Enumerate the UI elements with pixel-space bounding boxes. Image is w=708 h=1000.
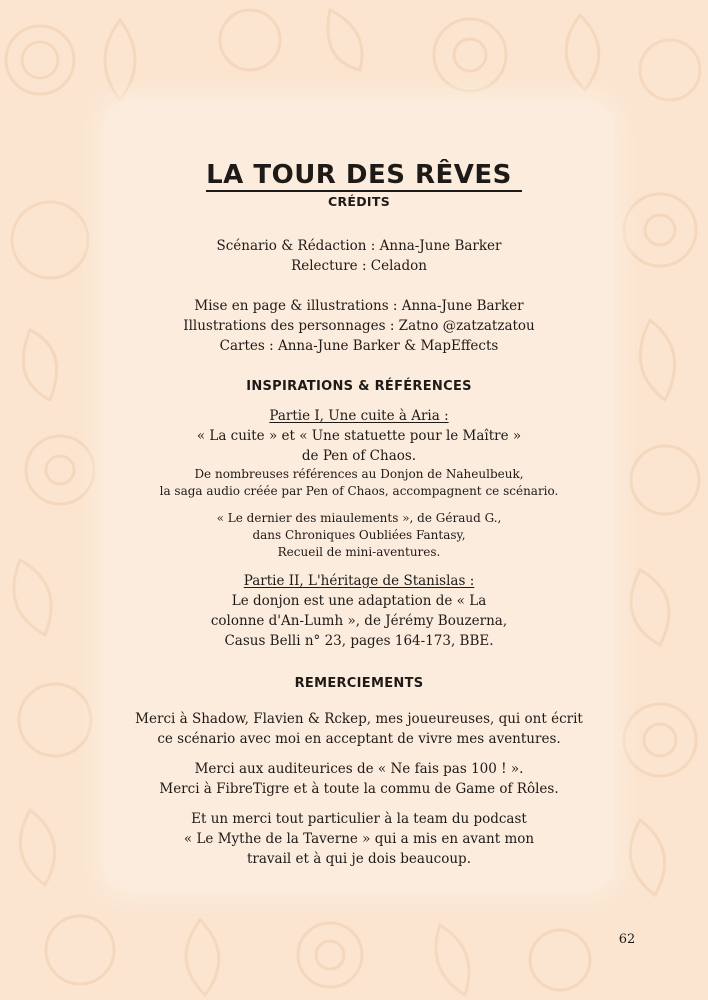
credits-group-writing bbox=[104, 236, 614, 276]
part-1-extra-line: Recueil de mini-aventures. bbox=[277, 545, 441, 559]
credit-line: Relecture : Celadon bbox=[291, 258, 427, 274]
thanks-line: Et un merci tout particulier à la team du podcast bbox=[191, 811, 527, 827]
thanks-line: Merci à Shadow, Flavien & Rckep, mes joueureuses, qui ont écrit bbox=[135, 711, 583, 727]
part-1-line: « La cuite » et « Une statuette pour le Maître » bbox=[196, 428, 522, 444]
inspiration-part-1-extra bbox=[104, 510, 614, 561]
thanks-line: ce scénario avec moi en acceptant de vivre mes aventures. bbox=[157, 731, 561, 747]
part-2-line: Casus Belli n° 23, pages 164-173, BBE. bbox=[224, 633, 494, 649]
part-1-extra-line: dans Chroniques Oubliées Fantasy, bbox=[252, 528, 466, 542]
credit-line: Scénario & Rédaction : Anna-June Barker bbox=[216, 238, 502, 254]
thanks-paragraph-2 bbox=[104, 759, 614, 799]
credits-group-layout bbox=[104, 296, 614, 356]
thanks-line: Merci à FibreTigre et à toute la commu de Game of Rôles. bbox=[159, 781, 559, 797]
credit-line: Mise en page & illustrations : Anna-June Barker bbox=[194, 298, 524, 314]
page-number: 62 bbox=[618, 932, 636, 947]
inspirations-heading: INSPIRATIONS & RÉFÉRENCES bbox=[246, 379, 472, 394]
page-subtitle: CRÉDITS bbox=[328, 194, 390, 209]
thanks-line: Merci aux auditeurices de « Ne fais pas 100 ! ». bbox=[194, 761, 524, 777]
part-2-line: colonne d'An-Lumh », de Jérémy Bouzerna, bbox=[210, 613, 508, 629]
part-1-note: la saga audio créée par Pen of Chaos, accompagnent ce scénario. bbox=[159, 484, 559, 498]
credit-line: Illustrations des personnages : Zatno @zatzatzatou bbox=[183, 318, 535, 334]
thanks-line: travail et à qui je dois beaucoup. bbox=[247, 851, 471, 867]
part-1-note: De nombreuses références au Donjon de Naheulbeuk, bbox=[194, 467, 524, 481]
credit-line: Cartes : Anna-June Barker & MapEffects bbox=[219, 338, 499, 354]
inspiration-part-2 bbox=[104, 571, 614, 651]
inspiration-part-1 bbox=[104, 406, 614, 500]
part-1-extra-line: « Le dernier des miaulements », de Géraud G., bbox=[216, 511, 502, 525]
thanks-paragraph-1 bbox=[104, 709, 614, 749]
thanks-paragraph-3 bbox=[104, 809, 614, 869]
part-2-line: Le donjon est une adaptation de « La bbox=[231, 593, 487, 609]
page-title: LA TOUR DES RÊVES bbox=[206, 152, 522, 192]
part-1-title: Partie I, Une cuite à Aria : bbox=[269, 408, 449, 424]
part-1-line: de Pen of Chaos. bbox=[301, 448, 417, 464]
credits-page-content bbox=[104, 152, 614, 869]
thanks-line: « Le Mythe de la Taverne » qui a mis en avant mon bbox=[183, 831, 535, 847]
remerciements-heading: REMERCIEMENTS bbox=[294, 676, 424, 691]
part-2-title: Partie II, L'héritage de Stanislas : bbox=[243, 573, 475, 589]
